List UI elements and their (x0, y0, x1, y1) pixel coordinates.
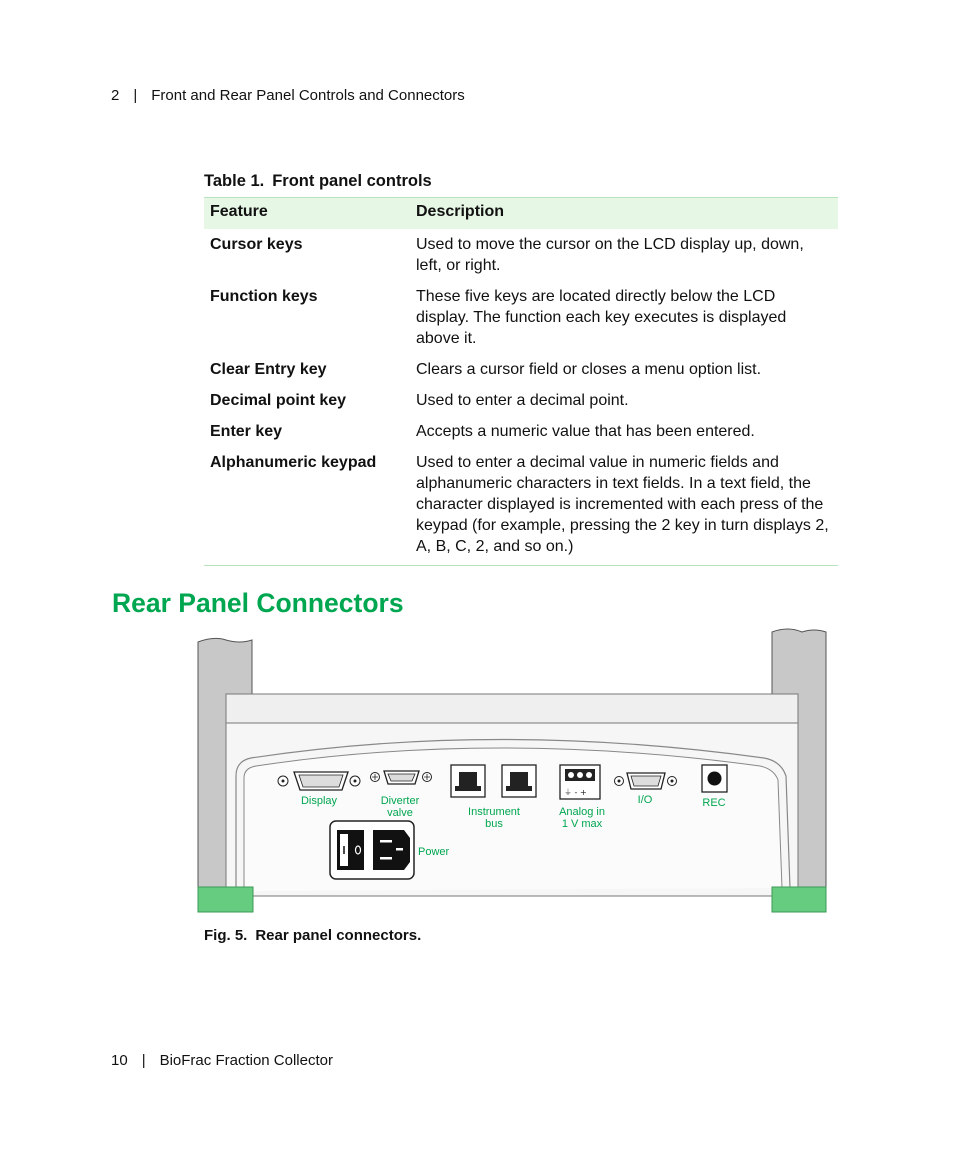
power-inlet-icon (330, 821, 414, 879)
right-foot (772, 887, 826, 912)
running-header (111, 87, 465, 104)
diverter-label-line1: Diverter (380, 795, 420, 807)
table-caption (204, 172, 432, 191)
analog-label-line1: Analog in (559, 806, 605, 818)
table-caption-title: Front panel controls (272, 172, 432, 190)
feature-cell: Decimal point key (210, 392, 347, 409)
analog-in-terminal-icon (560, 765, 600, 799)
feature-cell: Function keys (210, 288, 318, 305)
left-foot (198, 887, 253, 912)
figure-caption-number: Fig. 5. (204, 927, 248, 944)
footer-title: BioFrac Fraction Collector (159, 1052, 333, 1069)
description-cell: Used to move the cursor on the LCD display up, down, left, or right. (416, 236, 804, 274)
table-row (204, 281, 838, 354)
description-cell: Used to enter a decimal value in numeric fields and alphanumeric characters in text fields. In a text field, the character displayed is incremented with each press of the keypad (for example, pressing the 2 key in turn displays 2, A, B, C, 2, and so on.) (410, 447, 838, 566)
footer-separator: | (141, 1052, 146, 1069)
running-footer (111, 1052, 333, 1069)
feature-cell: Clear Entry key (210, 361, 327, 378)
instrument-bus-port-1-icon (451, 765, 485, 797)
header-page-number: 2 (111, 87, 120, 104)
feature-cell: Alphanumeric keypad (204, 447, 410, 566)
analog-label-line2: 1 V max (561, 818, 603, 830)
instrument-bus-label-line1: Instrument (468, 806, 520, 818)
description-cell: Used to enter a decimal point. (416, 392, 629, 409)
table-row (204, 354, 838, 385)
feature-cell: Cursor keys (210, 236, 303, 253)
power-label: Power (418, 846, 450, 858)
diverter-label-line2: valve (387, 807, 413, 819)
table-caption-number: Table 1. (204, 172, 265, 190)
table-row (204, 229, 838, 281)
instrument-bus-port-2-icon (502, 765, 536, 797)
section-heading: Rear Panel Connectors (112, 588, 404, 618)
table-row (204, 385, 838, 416)
figure-caption-title: Rear panel connectors. (255, 927, 422, 944)
column-header-description: Description (410, 198, 838, 230)
feature-cell: Enter key (210, 423, 283, 440)
description-cell: Accepts a numeric value that has been entered. (416, 423, 755, 440)
column-header-feature: Feature (204, 198, 410, 230)
front-panel-controls-table (204, 197, 838, 566)
rec-jack-icon (702, 765, 727, 792)
figure-caption (204, 927, 421, 944)
analog-terminal-markings: ⏚ - + (564, 788, 587, 797)
header-title: Front and Rear Panel Controls and Connectors (151, 87, 465, 104)
table-row (204, 416, 838, 447)
chassis-top (226, 694, 798, 724)
footer-page-number: 10 (111, 1052, 128, 1069)
header-separator: | (133, 87, 138, 104)
instrument-bus-label-line2: bus (485, 818, 503, 830)
rec-label: REC (702, 797, 726, 809)
description-cell: These five keys are located directly below the LCD display. The function each key executes is displayed above it. (416, 288, 787, 347)
table-row (204, 447, 838, 566)
display-label: Display (300, 795, 338, 807)
description-cell: Clears a cursor field or closes a menu option list. (416, 361, 762, 378)
rear-panel-illustration (196, 626, 830, 916)
io-label: I/O (637, 794, 653, 806)
table-header-row (204, 198, 838, 230)
